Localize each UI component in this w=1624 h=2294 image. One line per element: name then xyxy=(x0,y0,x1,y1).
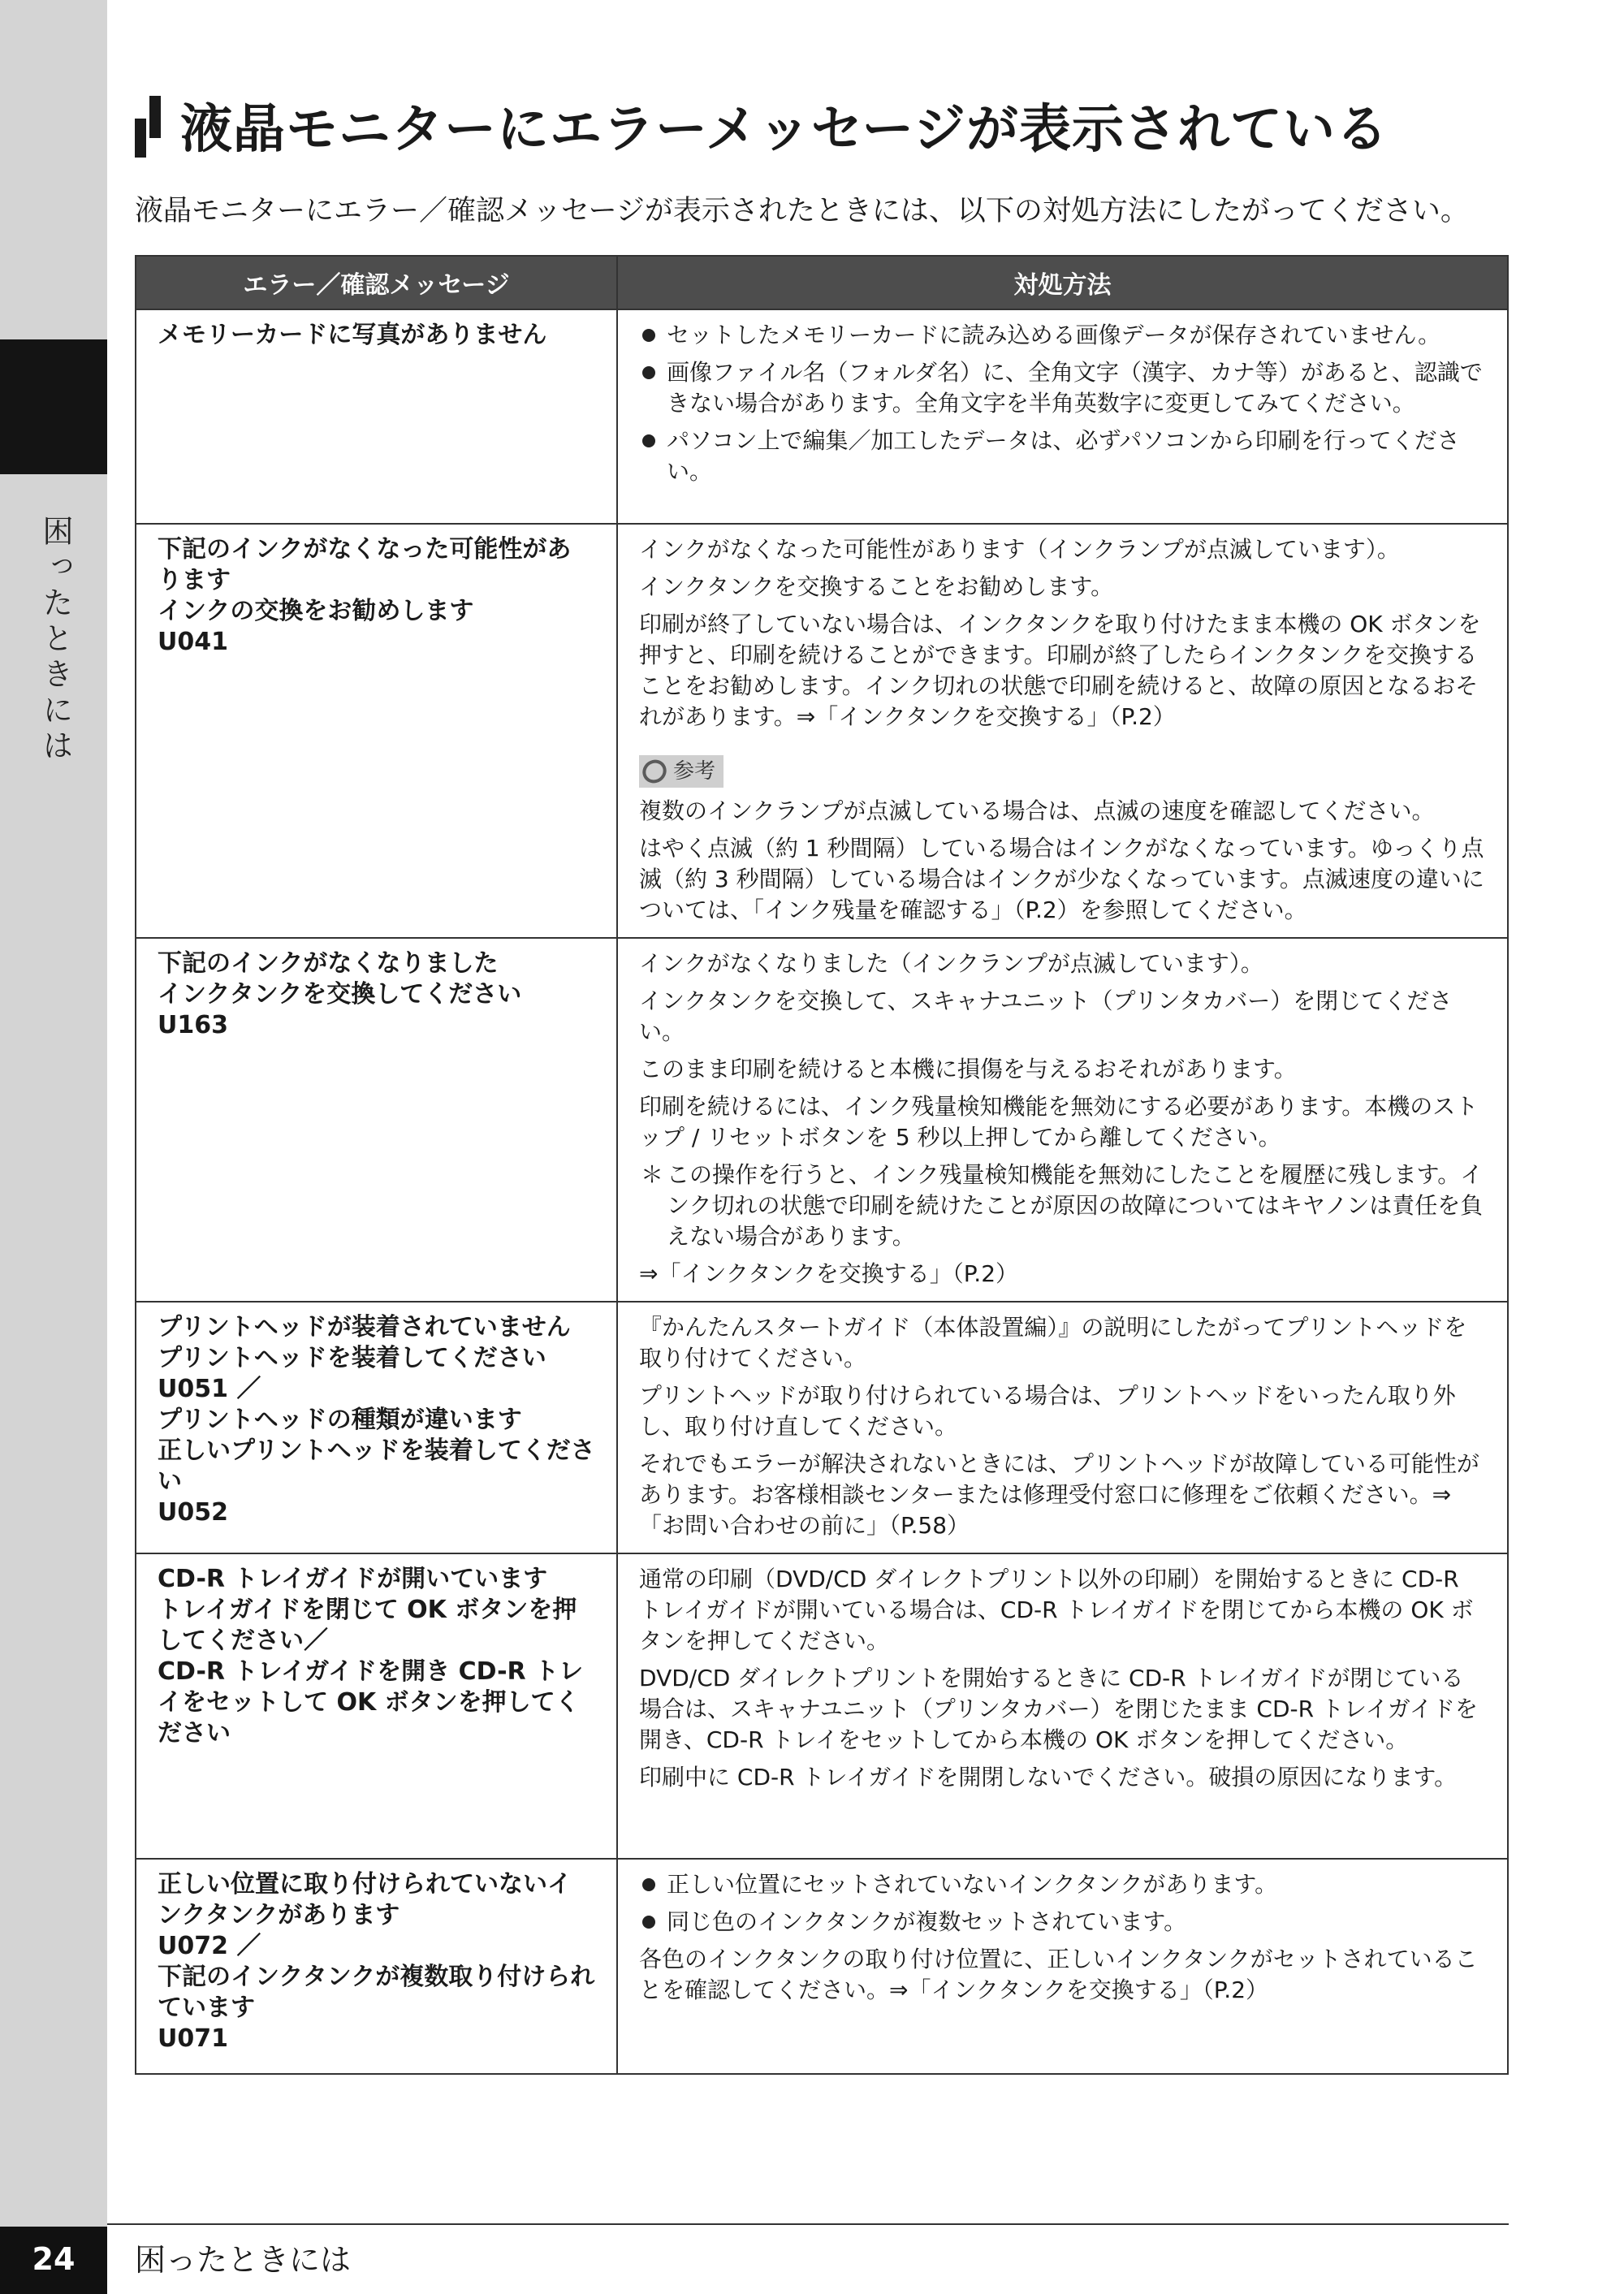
action-paragraph: プリントヘッドが取り付けられている場合は、プリントヘッドをいったん取り外し、取り付け直してください。 xyxy=(639,1382,1456,1440)
error-message-cell xyxy=(136,1302,617,1553)
bullet-dot-icon xyxy=(642,1878,655,1891)
table-row xyxy=(136,1859,1508,2074)
error-code: U072 ／ xyxy=(158,1932,261,1960)
action-paragraph: DVD/CD ダイレクトプリントを開始するときに CD-R トレイガイドが閉じている場合は、スキャナユニット（プリンタカバー）を閉じたまま CD-R トレイガイドを開き、CD-R トレイをセットしてから本機の OK ボタンを押してください。 xyxy=(639,1665,1478,1753)
action-paragraph: このまま印刷を続けると本機に損傷を与えるおそれがあります。 xyxy=(639,1056,1297,1082)
bullet-dot-icon xyxy=(642,366,655,379)
footnote-paragraph: ＊ この操作を行うと、インク残量検知機能を無効にしたことを履歴に残します。インク切れの状態で印刷を続けたことが原因の故障についてはキヤノンは責任を負えない場合があります。 xyxy=(641,1161,1484,1250)
error-message-cell xyxy=(136,1859,617,2074)
chapter-side-label: 困ったときには xyxy=(37,515,73,765)
error-code: U051 ／ xyxy=(158,1375,261,1403)
page-title: 液晶モニターにエラーメッセージが表示されている xyxy=(180,100,1389,160)
error-message-line: プリントヘッドを装着してください xyxy=(158,1344,546,1372)
action-paragraph: 印刷が終了していない場合は、インクタンクを取り付けたまま本機の OK ボタンを押すと、印刷を続けることができます。印刷が終了したらインクタンクを交換することをお勧めします。インク切れの状態で印刷を続けると、故障の原因となるおそれがあります。⇒「インクタンクを交換する」（P.2） xyxy=(639,611,1481,730)
error-message-line: 下記のインクがなくなった可能性があります xyxy=(158,535,572,594)
error-message-line: 正しいプリントヘッドを装着してください xyxy=(158,1436,595,1496)
error-message-cell xyxy=(136,1553,617,1859)
intro-text: 液晶モニターにエラー／確認メッセージが表示されたときには、以下の対処方法にしたがってください。 xyxy=(135,195,1469,227)
action-paragraph: 『かんたんスタートガイド（本体設置編）』の説明にしたがってプリントヘッドを取り付けてください。 xyxy=(639,1314,1467,1372)
asterisk-mark: ＊ xyxy=(641,1161,664,1188)
table-header-row xyxy=(136,256,1508,309)
action-cell xyxy=(617,1553,1508,1859)
error-message-line: CD-R トレイガイドが開いています xyxy=(158,1565,548,1593)
error-message-cell xyxy=(136,524,617,938)
action-cell xyxy=(617,309,1508,524)
error-message-line: インクの交換をお勧めします xyxy=(158,597,474,625)
reference-link-text: ⇒「インクタンクを交換する」（P.2） xyxy=(639,1260,1019,1287)
action-cell xyxy=(617,524,1508,938)
error-message-line: プリントヘッドの種類が違います xyxy=(158,1406,522,1434)
header-action: 対処方法 xyxy=(617,256,1508,309)
action-paragraph: 通常の印刷（DVD/CD ダイレクトプリント以外の印刷）を開始するときに CD-R トレイガイドが開いている場合は、CD-R トレイガイドを閉じてから本機の OK ボタンを押してください。 xyxy=(639,1566,1474,1654)
table-row xyxy=(136,524,1508,938)
title-marker-icon xyxy=(135,96,162,158)
table-row xyxy=(136,1302,1508,1553)
note-paragraph: 複数のインクランプが点滅している場合は、点滅の速度を確認してください。 xyxy=(639,797,1435,824)
reference-note-badge: 参考 xyxy=(639,755,723,788)
error-code: U071 xyxy=(158,2024,228,2053)
error-message-line: インクタンクを交換してください xyxy=(158,980,522,1009)
action-paragraph: インクがなくなりました（インクランプが点滅しています）。 xyxy=(639,950,1263,977)
action-paragraph: 印刷中に CD-R トレイガイドを開閉しないでください。破損の原因になります。 xyxy=(639,1764,1458,1791)
error-message-cell xyxy=(136,938,617,1302)
bullet-item: 正しい位置にセットされていないインクタンクがあります。 xyxy=(639,1869,1486,1900)
bullet-item: 画像ファイル名（フォルダ名）に、全角文字（漢字、カナ等）があると、認識できない場合があります。全角文字を半角英数字に変更してみてください。 xyxy=(639,357,1486,419)
error-message-cell xyxy=(136,309,617,524)
error-message-line: メモリーカードに写真がありません xyxy=(158,321,547,349)
table-row xyxy=(136,938,1508,1302)
action-paragraph: インクタンクを交換することをお勧めします。 xyxy=(639,573,1114,600)
note-paragraph: はやく点滅（約 1 秒間隔）している場合はインクがなくなっています。ゆっくり点滅（約 3 秒間隔）している場合はインクが少なくなっています。点滅速度の違いについては、「インク残量を確認する」（P.2）を参照してください。 xyxy=(639,835,1484,923)
header-message: エラー／確認メッセージ xyxy=(136,256,617,309)
error-message-table xyxy=(135,255,1509,2075)
action-paragraph: それでもエラーが解決されないときには、プリントヘッドが故障している可能性があります。お客様相談センターまたは修理受付窓口に修理をご依頼ください。⇒「お問い合わせの前に」（P.58） xyxy=(639,1450,1479,1539)
table-row xyxy=(136,1553,1508,1859)
error-message-line: プリントヘッドが装着されていません xyxy=(158,1313,571,1341)
footer-rule xyxy=(107,2223,1509,2225)
action-paragraph: 各色のインクタンクの取り付け位置に、正しいインクタンクがセットされていることを確認してください。⇒「インクタンクを交換する」（P.2） xyxy=(639,1946,1478,2003)
bullet-dot-icon xyxy=(642,434,655,447)
error-code: U163 xyxy=(158,1011,228,1039)
action-paragraph: 印刷を続けるには、インク残量検知機能を無効にする必要があります。本機のストップ / リセットボタンを 5 秒以上押してから離してください。 xyxy=(639,1093,1479,1151)
error-code: U041 xyxy=(158,628,228,656)
action-cell xyxy=(617,938,1508,1302)
error-message-line: トレイガイドを閉じて OK ボタンを押してください／ xyxy=(158,1596,577,1655)
footer-section-label: 困ったときには xyxy=(135,2242,352,2278)
error-message-line: 下記のインクがなくなりました xyxy=(158,949,499,978)
table-row xyxy=(136,309,1508,524)
bullet-item: パソコン上で編集／加工したデータは、必ずパソコンから印刷を行ってください。 xyxy=(639,426,1486,487)
error-code: U052 xyxy=(158,1498,228,1527)
error-message-line: CD-R トレイガイドを開き CD-R トレイをセットして OK ボタンを押してください xyxy=(158,1657,584,1748)
bullet-dot-icon xyxy=(642,329,655,342)
action-paragraph: インクタンクを交換して、スキャナユニット（プリンタカバー）を閉じてください。 xyxy=(639,987,1453,1045)
page-number: 24 xyxy=(0,2227,107,2294)
bullet-dot-icon xyxy=(642,1916,655,1929)
paperclip-icon xyxy=(638,755,672,788)
chapter-tab-marker xyxy=(0,339,107,474)
bullet-item: セットしたメモリーカードに読み込める画像データが保存されていません。 xyxy=(639,320,1486,351)
error-message-line: 下記のインクタンクが複数取り付けられています xyxy=(158,1963,595,2022)
action-cell xyxy=(617,1302,1508,1553)
bullet-item: 同じ色のインクタンクが複数セットされています。 xyxy=(639,1907,1486,1938)
error-message-line: 正しい位置に取り付けられていないインクタンクがあります xyxy=(158,1870,572,1929)
action-paragraph: インクがなくなった可能性があります（インクランプが点滅しています）。 xyxy=(639,536,1400,563)
action-cell xyxy=(617,1859,1508,2074)
